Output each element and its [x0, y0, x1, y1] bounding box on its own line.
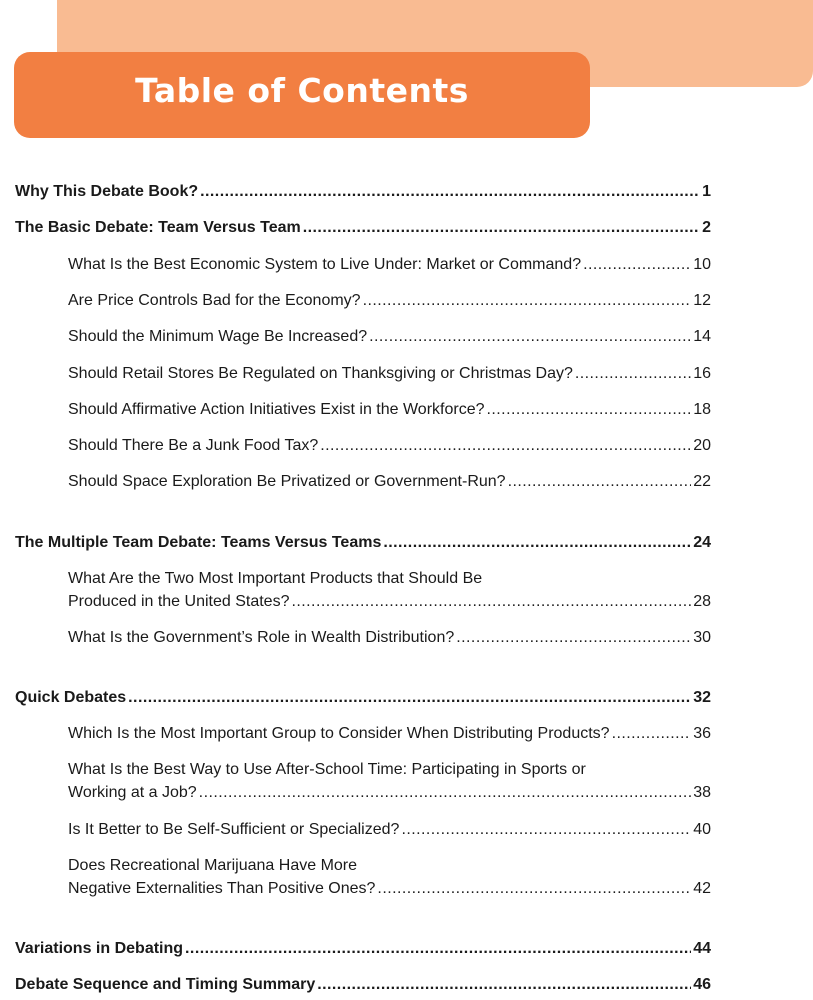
- toc-entry-page: 42: [693, 880, 711, 897]
- toc-entry[interactable]: [15, 216, 711, 239]
- toc-entry-title: The Basic Debate: Team Versus Team: [15, 219, 301, 236]
- toc-subentry[interactable]: [68, 854, 711, 900]
- toc-entry-title-line2: Produced in the United States?: [68, 593, 290, 610]
- toc-entry-page: 10: [693, 256, 711, 273]
- toc-entry-page: 1: [702, 183, 711, 200]
- toc-entry-title: Why This Debate Book?: [15, 183, 199, 200]
- toc-entry[interactable]: [15, 180, 711, 203]
- toc-entry-page: 20: [693, 437, 711, 454]
- toc-entry-title: Debate Sequence and Timing Summary: [15, 976, 316, 993]
- toc-entry-page: 16: [693, 365, 711, 382]
- toc-entry-title: Should Affirmative Action Initiatives Exist in the Workforce?: [68, 401, 485, 418]
- toc-entry-page: 46: [693, 976, 711, 993]
- toc-entry[interactable]: [15, 973, 711, 996]
- toc-entry-page: 38: [693, 784, 711, 801]
- toc-entry-title: Variations in Debating: [15, 940, 184, 957]
- toc-entry-title: What Is the Government’s Role in Wealth Distribution?: [68, 629, 455, 646]
- toc-subentry[interactable]: [68, 722, 711, 745]
- toc-entry-title: What Is the Best Economic System to Live Under: Market or Command?: [68, 256, 582, 273]
- toc-subentry[interactable]: [68, 398, 711, 421]
- toc-entry[interactable]: [15, 937, 711, 960]
- toc-entry-page: 28: [693, 593, 711, 610]
- dot-leader: [508, 470, 692, 493]
- toc-entry-title: Should Retail Stores Be Regulated on Thanksgiving or Christmas Day?: [68, 365, 573, 382]
- toc-entry-title-line2: Working at a Job?: [68, 784, 197, 801]
- toc-entry-page: 22: [693, 473, 711, 490]
- toc-subentry[interactable]: [68, 325, 711, 348]
- dot-leader: [383, 531, 691, 554]
- toc-subentry[interactable]: [68, 434, 711, 457]
- toc-entry-page: 40: [693, 821, 711, 838]
- dot-leader: [612, 722, 692, 745]
- toc-subentry[interactable]: [68, 567, 711, 613]
- dot-leader: [303, 216, 700, 239]
- dot-leader: [583, 253, 691, 276]
- dot-leader: [487, 398, 692, 421]
- toc-subentry[interactable]: [68, 253, 711, 276]
- dot-leader: [369, 325, 691, 348]
- toc-entry-page: 44: [693, 940, 711, 957]
- toc-subentry[interactable]: [68, 362, 711, 385]
- toc-entry[interactable]: [15, 531, 711, 554]
- toc-subentry[interactable]: [68, 758, 711, 804]
- dot-leader: [317, 973, 691, 996]
- toc-entry-page: 2: [702, 219, 711, 236]
- toc-entry-title: Should Space Exploration Be Privatized or Government-Run?: [68, 473, 506, 490]
- toc-entry-title-line2: Negative Externalities Than Positive Ones?: [68, 880, 376, 897]
- toc-entry-title: Is It Better to Be Self-Sufficient or Specialized?: [68, 821, 400, 838]
- dot-leader: [185, 937, 691, 960]
- dot-leader: [363, 289, 692, 312]
- toc-subentry[interactable]: [68, 289, 711, 312]
- toc-entry-page: 24: [693, 534, 711, 551]
- dot-leader: [200, 180, 700, 203]
- toc-entry-title: Are Price Controls Bad for the Economy?: [68, 292, 361, 309]
- toc-entry-page: 30: [693, 629, 711, 646]
- toc-entry-page: 18: [693, 401, 711, 418]
- toc-subentry[interactable]: [68, 626, 711, 649]
- toc-entry-title: Should There Be a Junk Food Tax?: [68, 437, 319, 454]
- toc-subentry[interactable]: [68, 818, 711, 841]
- toc-entry[interactable]: [15, 686, 711, 709]
- toc-entry-title-line1: What Is the Best Way to Use After-School Time: Participating in Sports or: [68, 761, 586, 778]
- toc-entry-title: Quick Debates: [15, 689, 127, 706]
- toc-entry-page: 36: [693, 725, 711, 742]
- dot-leader: [456, 626, 691, 649]
- dot-leader: [401, 818, 691, 841]
- dot-leader: [320, 434, 691, 457]
- toc-entry-title: Should the Minimum Wage Be Increased?: [68, 328, 368, 345]
- toc-entry-title-line1: Does Recreational Marijuana Have More: [68, 857, 358, 874]
- dot-leader: [199, 781, 692, 804]
- toc-entry-page: 12: [693, 292, 711, 309]
- toc-entry-title: The Multiple Team Debate: Teams Versus Teams: [15, 534, 382, 551]
- dot-leader: [575, 362, 691, 385]
- toc-entry-title: Which Is the Most Important Group to Consider When Distributing Products?: [68, 725, 610, 742]
- toc-entry-title-line1: What Are the Two Most Important Products that Should Be: [68, 570, 483, 587]
- dot-leader: [291, 590, 691, 613]
- toc-entry-page: 14: [693, 328, 711, 345]
- dot-leader: [128, 686, 691, 709]
- toc-subentry[interactable]: [68, 470, 711, 493]
- page-title: Table of Contents: [135, 71, 469, 110]
- toc-entry-page: 32: [693, 689, 711, 706]
- dot-leader: [377, 877, 691, 900]
